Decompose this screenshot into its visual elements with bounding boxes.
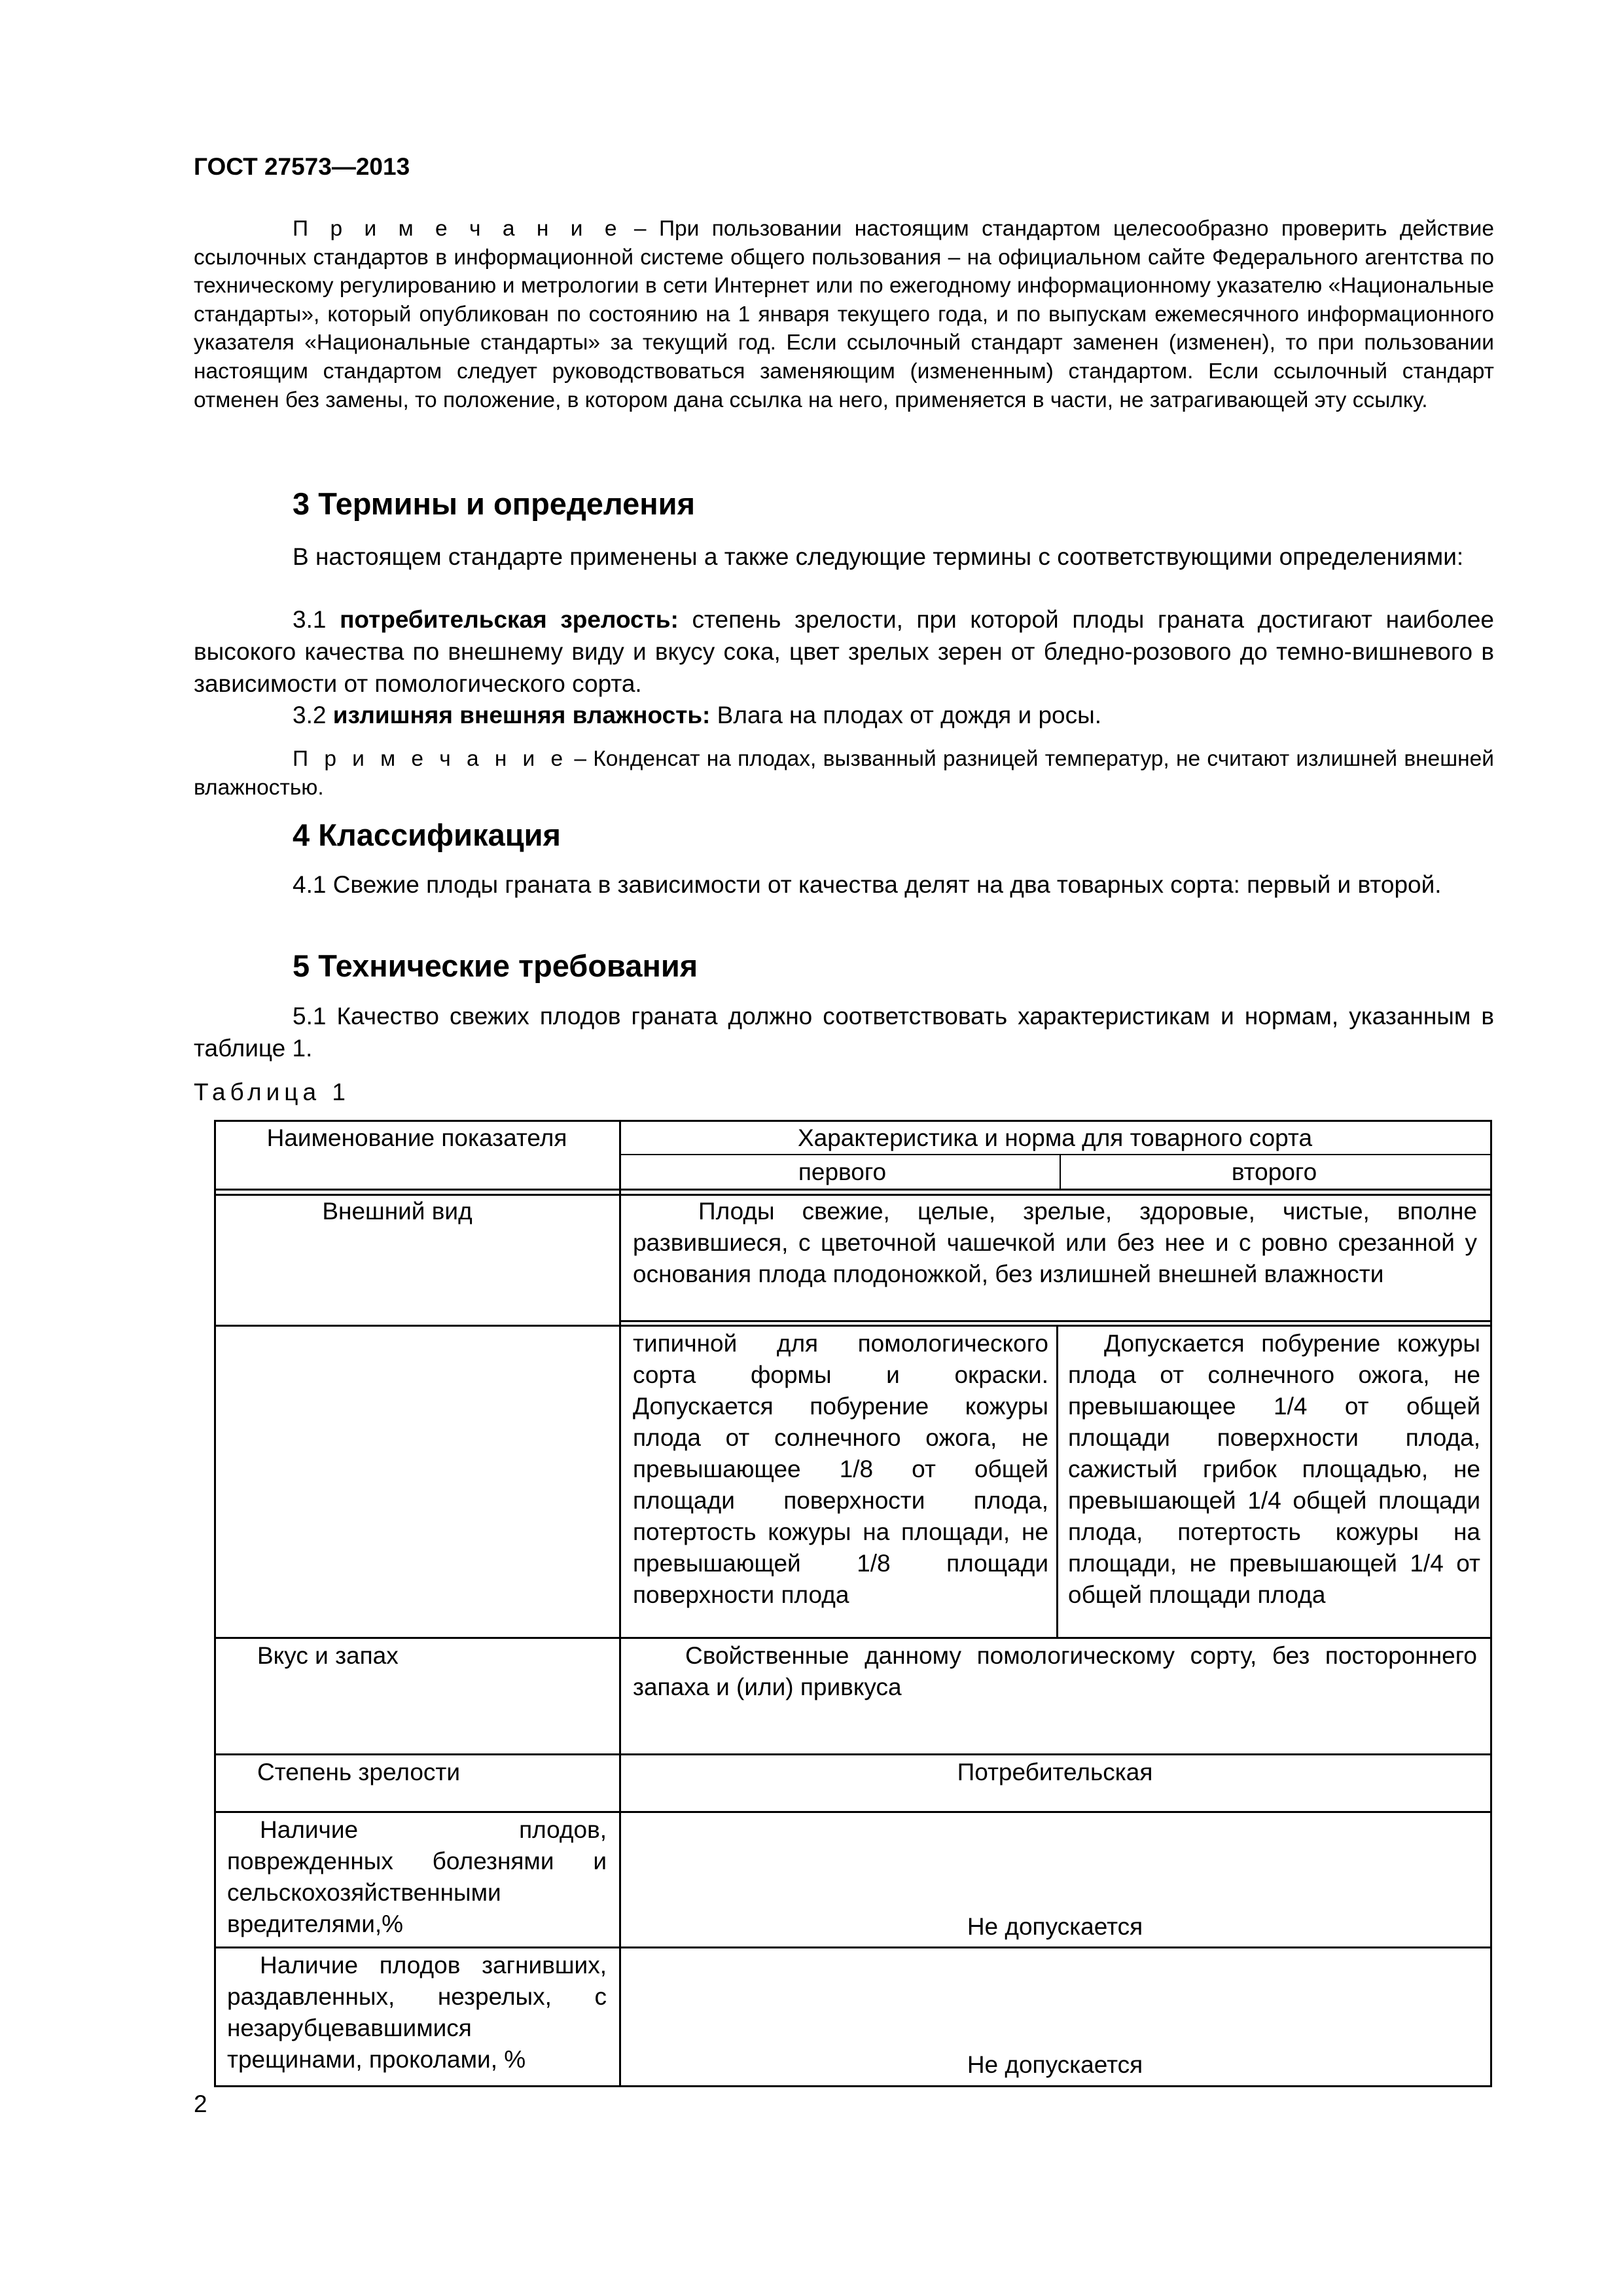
- term-definition: Влага на плодах от дождя и росы.: [710, 702, 1101, 728]
- quality-table: [214, 1120, 1492, 2087]
- row-first-appearance: типичной для помологического сорта формы и окраски. Допускается побурение кожуры плода от солнечного ожога, не превышающее 1/8 от общей площади поверхности плода, потертость кожуры на площади, не превышающей 1/8 площади поверхности плода: [633, 1330, 1048, 1608]
- row-name-ripeness: Степень зрелости: [257, 1759, 461, 1785]
- row-common-rotten: Не допускается: [967, 2051, 1143, 2078]
- note-label: П р и м е ч а н и е: [293, 217, 622, 241]
- term-definition: степень зрелости, при которой плоды граната достигают наиболее высокого качества по внешнему виду и вкусу сока, цвет зрелых зерен от бледно-розового до темно-вишневого в зависимости от помологического сорта.: [194, 606, 1494, 697]
- col-header-second: второго: [1231, 1158, 1317, 1185]
- col-header-name: Наименование показателя: [266, 1124, 567, 1151]
- col-header-group: Характеристика и норма для товарного сорта: [797, 1124, 1313, 1151]
- row-name-rotten: Наличие плодов загнивших, раздавленных, незрелых, с незарубцевавшимися трещинами, проколами, %: [227, 1952, 607, 2073]
- section-4-heading: 4 Классификация: [293, 817, 561, 852]
- col-header-first: первого: [798, 1158, 887, 1185]
- term-3-2: [194, 699, 1494, 731]
- section-4-text: 4.1 Свежие плоды граната в зависимости от качества делят на два товарных сорта: первый и второй.: [293, 871, 1442, 898]
- reference-note: [194, 215, 1494, 414]
- humidity-note: [194, 745, 1494, 802]
- row-name-taste: Вкус и запах: [257, 1642, 399, 1669]
- row-name-appearance: Внешний вид: [322, 1198, 473, 1225]
- note-label: П р и м е ч а н и е: [293, 747, 568, 771]
- row-name-pests: Наличие плодов, поврежденных болезнями и сельскохозяйственными вредителями,%: [227, 1816, 607, 1937]
- term-number: 3.2: [293, 702, 333, 728]
- page-number: 2: [194, 2090, 207, 2117]
- section-3-heading: 3 Термины и определения: [293, 486, 695, 521]
- term-number: 3.1: [293, 606, 340, 633]
- section-5-text: 5.1 Качество свежих плодов граната должно соответствовать характеристикам и нормам, указанным в таблице 1.: [194, 1003, 1494, 1062]
- note-text: – Конденсат на плодах, вызванный разницей температур, не считают излишней внешней влажностью.: [194, 747, 1494, 800]
- note-text: – При пользовании настоящим стандартом целесообразно проверить действие ссылочных стандартов в информационной системе общего пользования – на официальном сайте Федерального агентства по техническому регулированию и метрологии в сети Интернет или по ежегодному информационному указателю «Национальные стандарты», который опубликован по состоянию на 1 января текущего года, и по выпускам ежемесячного информационного указателя «Национальные стандарты» за текущий год. Если ссылочный стандарт заменен (изменен), то при пользовании настоящим стандартом следует руководствоваться заменяющим (измененным) стандартом. Если ссылочный стандарт отменен без замены, то положение, в котором дана ссылка на него, применяется в части, не затрагивающей эту ссылку.: [194, 217, 1494, 412]
- term-name: излишняя внешняя влажность:: [332, 702, 711, 728]
- term-name: потребительская зрелость:: [340, 606, 679, 633]
- table-caption: Таблица 1: [194, 1079, 350, 1105]
- section-3-intro: В настоящем стандарте применены а также следующие термины с соответствующими определениями:: [293, 543, 1464, 570]
- row-second-appearance: Допускается побурение кожуры плода от солнечного ожога, не превышающее 1/4 от общей площади поверхности плода, сажистый грибок площадью, не превышающей 1/4 общей площади плода, потертость кожуры на площади, не превышающей 1/4 от общей площади плода: [1068, 1330, 1480, 1608]
- document-header: ГОСТ 27573—2013: [194, 153, 410, 180]
- row-common-appearance: Плоды свежие, целые, зрелые, здоровые, чистые, вполне развившиеся, с цветочной чашечкой или без нее и с ровно срезанной у основания плода плодоножкой, без излишней внешней влажности: [633, 1198, 1477, 1287]
- section-5-heading: 5 Технические требования: [293, 948, 698, 983]
- row-common-pests: Не допускается: [967, 1913, 1143, 1940]
- row-common-ripeness: Потребительская: [957, 1759, 1153, 1785]
- row-common-taste: Свойственные данному помологическому сорту, без постороннего запаха и (или) привкуса: [633, 1642, 1477, 1700]
- term-3-1: [194, 603, 1494, 700]
